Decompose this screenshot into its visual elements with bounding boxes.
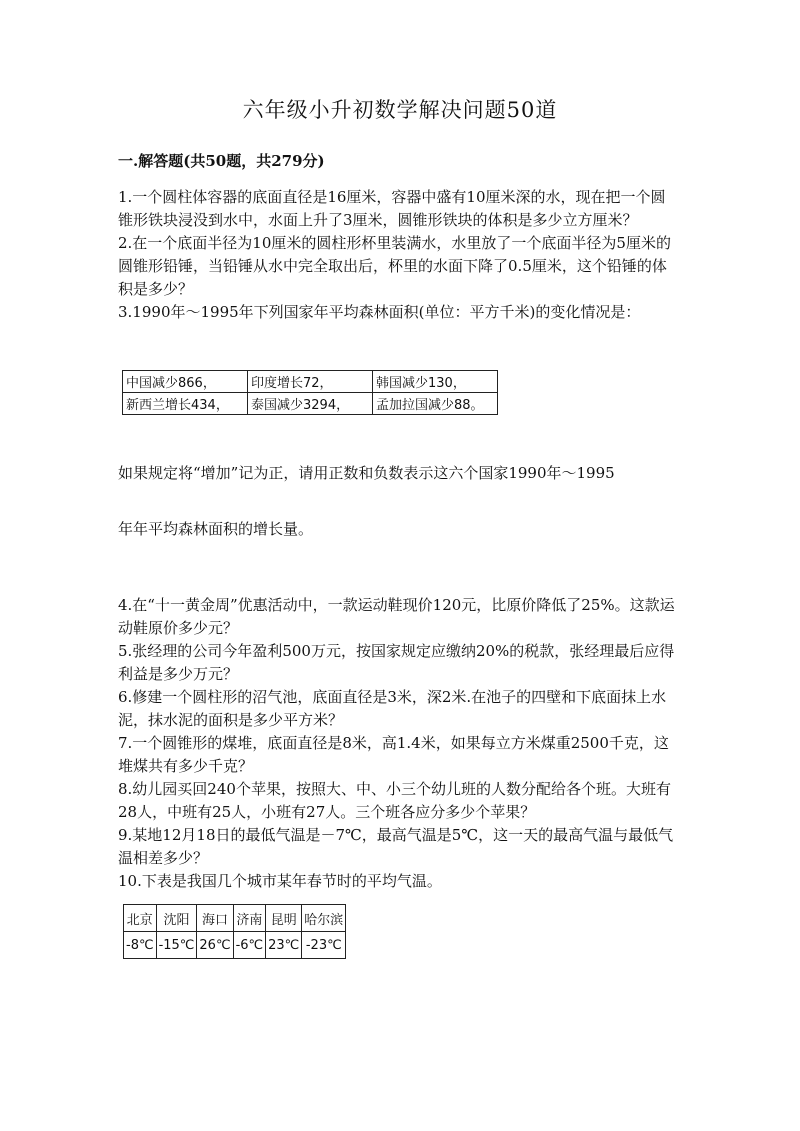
question-10: 10.下表是我国几个城市某年春节时的平均气温。 [118,872,442,890]
temp-cell: -15℃ [156,932,197,959]
question-3-followup-line-1: 如果规定将“增加”记为正，请用正数和负数表示这六个国家1990年～1995 [118,464,615,482]
city-cell: 北京 [124,905,157,932]
city-cell: 沈阳 [156,905,197,932]
city-cell: 哈尔滨 [302,905,346,932]
question-4: 4.在“十一黄金周”优惠活动中，一款运动鞋现价120元，比原价降低了25%。这款运动鞋原价多少元？ [118,596,675,637]
temp-cell: -6℃ [233,932,266,959]
question-group-2 [118,594,678,893]
table-row [123,371,498,393]
table-cell: 印度增长72， [248,371,373,393]
temp-cell: -8℃ [124,932,157,959]
table-cell: 泰国减少3294， [248,393,373,415]
question-3-followup-line-2: 年年平均森林面积的增长量。 [118,520,314,538]
city-cell: 济南 [233,905,266,932]
city-cell: 海口 [197,905,233,932]
section-heading: 一.解答题(共50题，共279分) [118,152,325,170]
question-5: 5.张经理的公司今年盈利500万元，按国家规定应缴纳20%的税款，张经理最后应得利益是多少万元？ [118,642,675,683]
question-1: 1.一个圆柱体容器的底面直径是16厘米，容器中盛有10厘米深的水，现在把一个圆锥形铁块浸没到水中，水面上升了3厘米，圆锥形铁块的体积是多少立方厘米？ [118,188,666,229]
table-cell: 中国减少866， [123,371,248,393]
temp-cell: 26℃ [197,932,233,959]
forest-area-table [122,370,498,415]
question-8: 8.幼儿园买回240个苹果，按照大、中、小三个幼儿班的人数分配给各个班。大班有28人，中班有25人，小班有27人。三个班各应分多少个苹果？ [118,780,671,821]
table-row-cities [124,905,346,932]
table-cell: 孟加拉国减少88。 [373,393,498,415]
table-row-temps [124,932,346,959]
question-2: 2.在一个底面半径为10厘米的圆柱形杯里装满水，水里放了一个底面半径为5厘米的圆锥形铅锤，当铅锤从水中完全取出后，杯里的水面下降了0.5厘米，这个铅锤的体积是多少？ [118,234,671,298]
question-3: 3.1990年～1995年下列国家年平均森林面积(单位：平方千米)的变化情况是： [118,303,641,321]
table-cell: 韩国减少130， [373,371,498,393]
question-group-1 [118,186,678,324]
temp-cell: 23℃ [266,932,302,959]
table-cell: 新西兰增长434， [123,393,248,415]
city-cell: 昆明 [266,905,302,932]
table-row [123,393,498,415]
page-title: 六年级小升初数学解决问题50道 [242,98,558,122]
city-temperature-table [123,904,346,959]
question-7: 7.一个圆锥形的煤堆，底面直径是8米，高1.4米，如果每立方米煤重2500千克，这堆煤共有多少千克？ [118,734,669,775]
question-6: 6.修建一个圆柱形的沼气池，底面直径是3米，深2米.在池子的四壁和下底面抹上水泥，抹水泥的面积是多少平方米？ [118,688,667,729]
temp-cell: -23℃ [302,932,346,959]
question-9: 9.某地12月18日的最低气温是－7℃，最高气温是5℃，这一天的最高气温与最低气温相差多少？ [118,826,674,867]
